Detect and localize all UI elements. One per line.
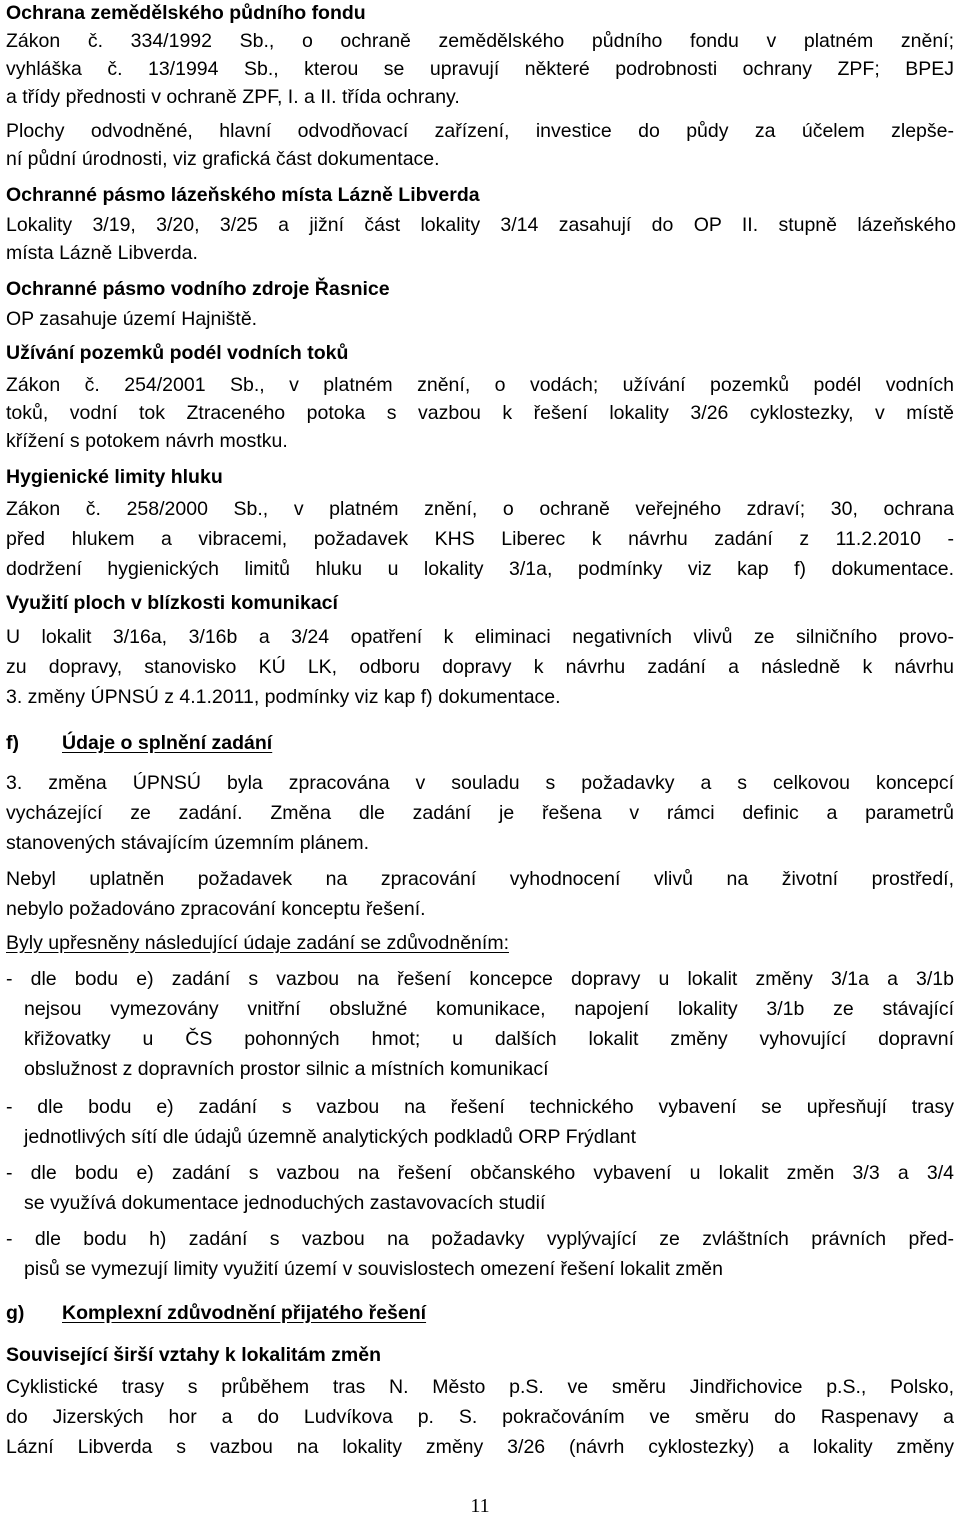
paragraph-line: U lokalit 3/16a, 3/16b a 3/24 opatření k eliminaci negativních vlivů ze silničního provo- <box>6 626 954 648</box>
paragraph-line: stanovených stávajícím územním plánem. <box>6 832 370 854</box>
list-item-line: - dle bodu e) zadání s vazbou na řešení koncepce dopravy u lokalit změny 3/1a a 3/1b <box>6 968 954 990</box>
chapter-heading-f <box>6 730 272 756</box>
paragraph-line: Zákon č. 254/2001 Sb., v platném znění, o vodách; užívání pozemků podél vodních <box>6 374 954 396</box>
paragraph-line: vyhláška č. 13/1994 Sb., kterou se upravují některé podrobnosti ochrany ZPF; BPEJ <box>6 58 954 80</box>
section-heading-wider-relations: Související širší vztahy k lokalitám změn <box>6 1344 381 1366</box>
page-number: 11 <box>470 1495 490 1517</box>
paragraph-line: Zákon č. 334/1992 Sb., o ochraně zemědělského půdního fondu v platném znění; <box>6 30 954 52</box>
list-item-line: nejsou vymezovány vnitřní obslužné komunikace, napojení lokality 3/1b ze stávající <box>24 998 954 1020</box>
list-item-line: pisů se vymezují limity využití území v souvislostech omezení řešení lokalit změn <box>24 1258 724 1280</box>
paragraph-line: zu dopravy, stanovisko KÚ LK, odboru dopravy k návrhu zadání a následně k návrhu <box>6 656 954 678</box>
underlined-intro: Byly upřesněny následující údaje zadání se zdůvodněním: <box>6 932 509 954</box>
paragraph-line: křížení s potokem návrh mostku. <box>6 430 288 452</box>
chapter-label: f) <box>6 732 19 754</box>
list-item-line: jednotlivých sítí dle údajů územně analytických podkladů ORP Frýdlant <box>24 1126 637 1148</box>
chapter-title: Komplexní zdůvodnění přijatého řešení <box>62 1302 427 1324</box>
paragraph-line: Zákon č. 258/2000 Sb., v platném znění, o ochraně veřejného zdraví; 30, ochrana <box>6 498 954 520</box>
paragraph-line: Nebyl uplatněn požadavek na zpracování vyhodnocení vlivů na životní prostředí, <box>6 868 954 890</box>
paragraph-line: ní půdní úrodnosti, viz grafická část dokumentace. <box>6 148 440 170</box>
section-heading-roads: Využití ploch v blízkosti komunikací <box>6 592 338 614</box>
list-item-line: - dle bodu e) zadání s vazbou na řešení technického vybavení se upřesňují trasy <box>6 1096 954 1118</box>
section-heading-watercourse-land: Užívání pozemků podél vodních toků <box>6 342 349 364</box>
paragraph-line: 3. změna ÚPNSÚ byla zpracována v souladu s požadavky a s celkovou koncepcí <box>6 772 954 794</box>
section-heading-noise-limits: Hygienické limity hluku <box>6 466 223 488</box>
list-item-line: se využívá dokumentace jednoduchých zastavovacích studií <box>24 1192 546 1214</box>
paragraph-line: Lokality 3/19, 3/20, 3/25 a jižní část lokality 3/14 zasahují do OP II. stupně lázeňského <box>6 214 956 236</box>
list-item-line: obslužnost z dopravních prostor silnic a místních komunikací <box>24 1058 549 1080</box>
paragraph-line: a třídy přednosti v ochraně ZPF, I. a II. třída ochrany. <box>6 86 460 108</box>
paragraph-line: Plochy odvodněné, hlavní odvodňovací zařízení, investice do půdy za účelem zlepše- <box>6 120 954 142</box>
paragraph-line: Cyklistické trasy s průběhem tras N. Město p.S. ve směru Jindřichovice p.S., Polsko, <box>6 1376 954 1398</box>
chapter-title: Údaje o splnění zadání <box>62 732 273 754</box>
list-item-line: - dle bodu e) zadání s vazbou na řešení občanského vybavení u lokalit změn 3/3 a 3/4 <box>6 1162 954 1184</box>
section-heading-zpf: Ochrana zemědělského půdního fondu <box>6 2 366 24</box>
paragraph-line: OP zasahuje území Hajniště. <box>6 308 258 330</box>
list-item-line: křižovatky u ČS pohonných hmot; u dalších lokalit změny vyhovující dopravní <box>24 1028 954 1050</box>
paragraph-line: do Jizerských hor a do Ludvíkova p. S. pokračováním ve směru do Raspenavy a <box>6 1406 954 1428</box>
paragraph-line: Lázní Libverda s vazbou na lokality změny 3/26 (návrh cyklostezky) a lokality změny <box>6 1436 954 1458</box>
section-heading-spa-zone: Ochranné pásmo lázeňského místa Lázně Libverda <box>6 184 480 206</box>
chapter-heading-g <box>6 1300 426 1326</box>
paragraph-line: před hlukem a vibracemi, požadavek KHS Liberec k návrhu zadání z 11.2.2010 - <box>6 528 954 550</box>
paragraph-line: 3. změny ÚPNSÚ z 4.1.2011, podmínky viz kap f) dokumentace. <box>6 686 561 708</box>
paragraph-line: vycházející ze zadání. Změna dle zadání je řešena v rámci definic a parametrů <box>6 802 954 824</box>
paragraph-line: toků, vodní tok Ztraceného potoka s vazbou k řešení lokality 3/26 cyklostezky, v místě <box>6 402 954 424</box>
list-item-line: - dle bodu h) zadání s vazbou na požadavky vyplývající ze zvláštních právních před- <box>6 1228 954 1250</box>
paragraph-line: místa Lázně Libverda. <box>6 242 198 264</box>
chapter-label: g) <box>6 1302 25 1324</box>
section-heading-water-source: Ochranné pásmo vodního zdroje Řasnice <box>6 278 390 300</box>
paragraph-line: dodržení hygienických limitů hluku u lokality 3/1a, podmínky viz kap f) dokumentace. <box>6 558 954 580</box>
paragraph-line: nebylo požadováno zpracování konceptu řešení. <box>6 898 426 920</box>
